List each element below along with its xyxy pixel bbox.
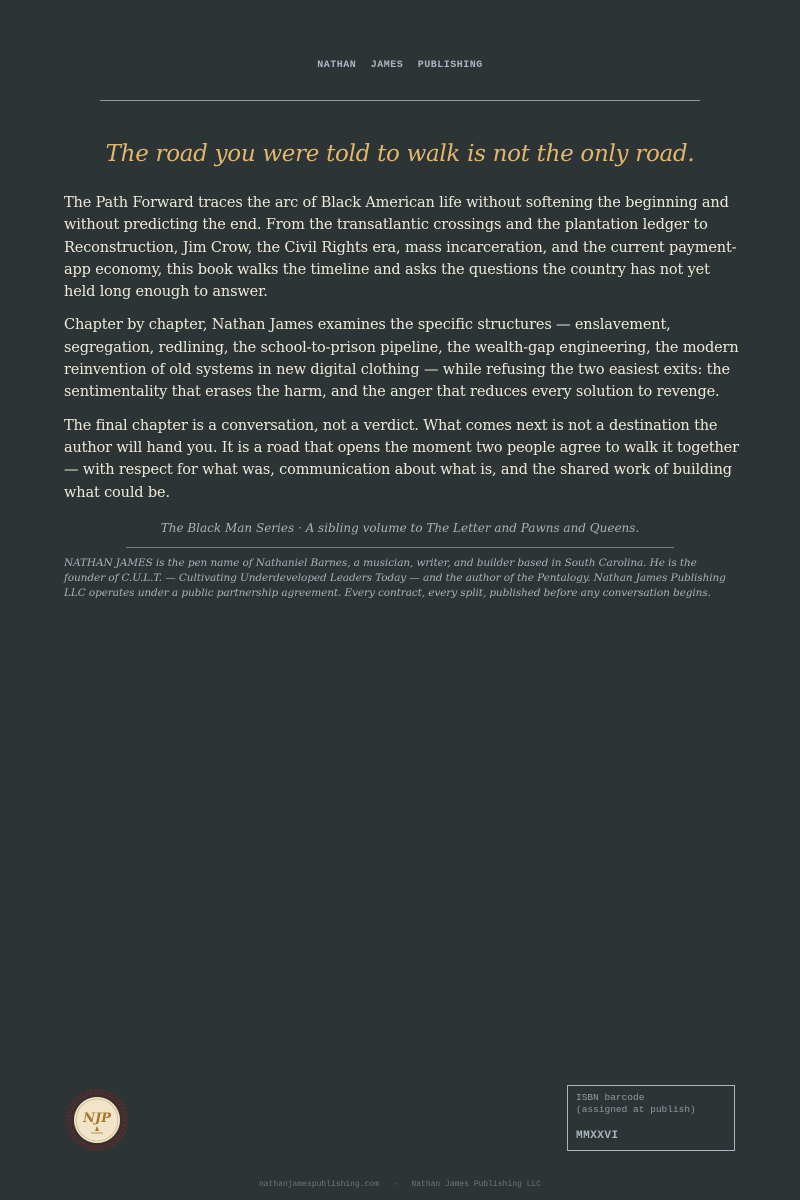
bio-divider [126,547,674,548]
description-body [64,192,740,515]
tagline: The road you were told to walk is not the only road. [105,141,695,167]
author-bio: NATHAN JAMES is the pen name of Nathaniel Barnes, a musician, writer, and builder based in South Carolina. He is the founder of C.U.L.T. — Cultivating Underdeveloped Leaders Today — and the author of the Pentalogy. Nathan James Publishing LLC operates under a public partnership agreement. Every contract, every split, published before any conversation begins. [64,557,726,599]
footer-separator: · [392,1180,398,1189]
footer-company: Nathan James Publishing LLC [411,1180,542,1189]
footer [0,1180,800,1189]
footer-website: nathanjamespublishing.com [258,1180,379,1189]
seal-monogram: NJP [83,1111,111,1126]
isbn-label: ISBN barcode [576,1092,645,1103]
series-note: The Black Man Series · A sibling volume to The Letter and Pawns and Queens. [160,521,640,535]
isbn-placeholder [567,1085,735,1151]
top-divider [100,100,700,101]
description-paragraph: Chapter by chapter, Nathan James examines the specific structures — enslavement, segregation, redlining, the school-to-prison pipeline, the wealth-gap engineering, the modern reinvention of old systems in new digital clothing — while refusing the two easiest exits: the sentimentality that erases the harm, and the anger that reduces every solution to revenge. [64,317,739,401]
isbn-note: (assigned at publish) [576,1104,696,1115]
isbn-year: MMXXVI [576,1130,619,1142]
publisher-name: NATHAN JAMES PUBLISHING [317,60,483,71]
description-paragraph: The Path Forward traces the arc of Black American life without softening the beginning and without predicting the end. From the transatlantic crossings and the plantation ledger to Reconstruction, Jim Crow, the Civil Rights era, mass incarceration, and the current payment-app economy, this book walks the timeline and asks the questions the country has not yet held long enough to answer. [64,195,737,301]
description-paragraph: The final chapter is a conversation, not a verdict. What comes next is not a destination the author will hand you. It is a road that opens the moment two people agree to walk it together — with respect for what was, communication about what is, and the shared work of building what could be. [64,417,739,501]
njp-seal-icon [66,1089,128,1151]
